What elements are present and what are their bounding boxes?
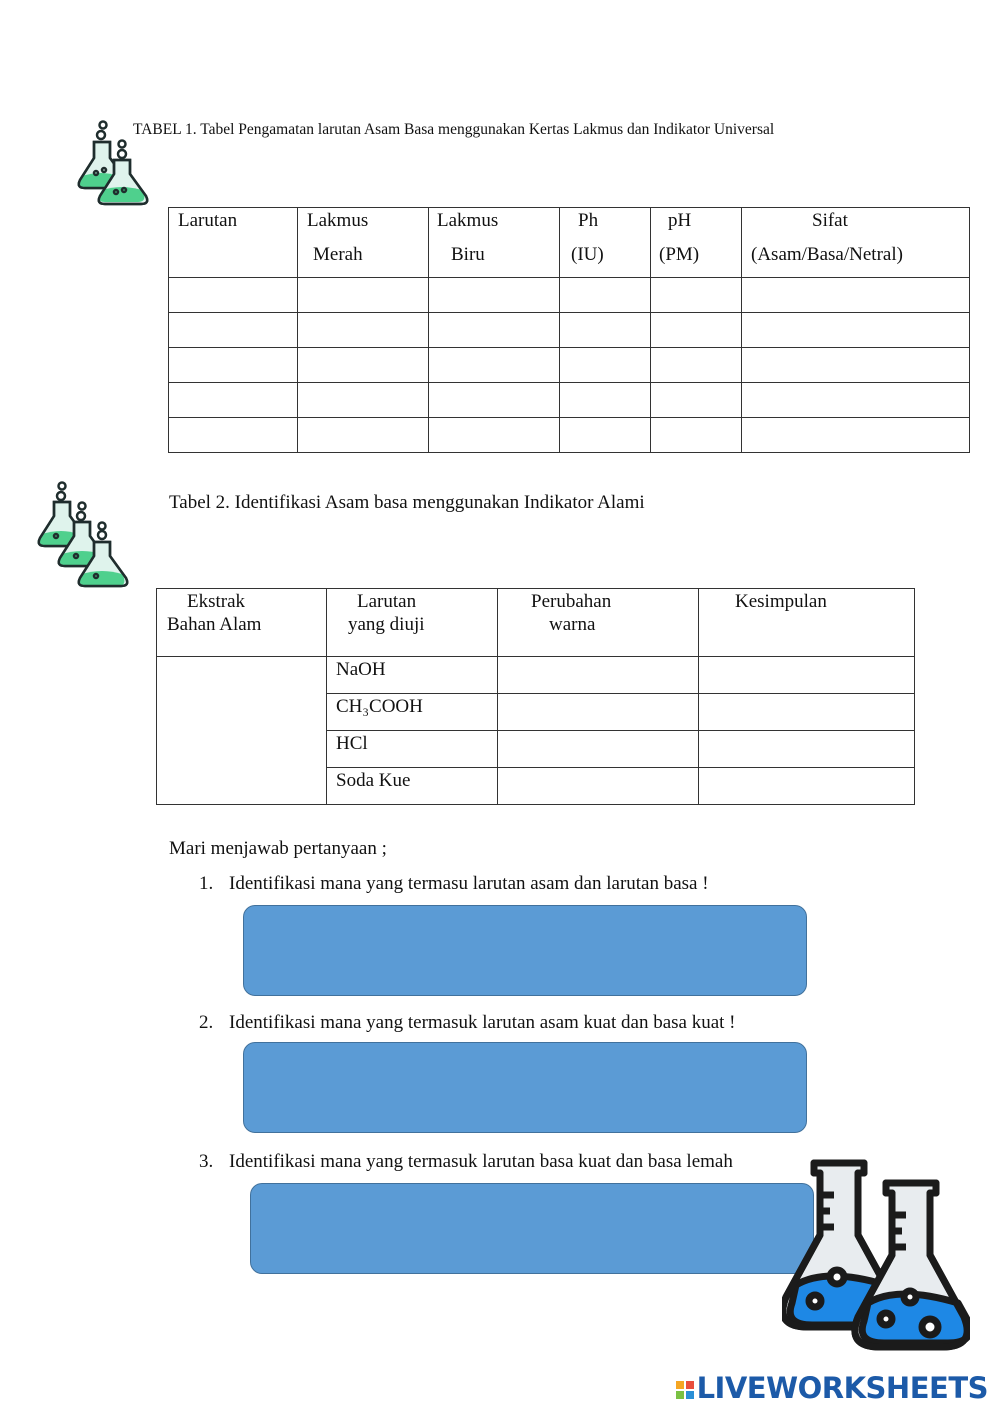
question-3 (199, 1151, 733, 1173)
input-cell[interactable] (169, 278, 298, 313)
input-cell[interactable] (429, 278, 560, 313)
question-number: 1. (199, 873, 214, 894)
table-row (157, 657, 915, 694)
questions-intro: Mari menjawab pertanyaan ; (169, 838, 387, 859)
question-text: Identifikasi mana yang termasu larutan asam dan larutan basa ! (229, 873, 709, 894)
input-cell[interactable] (651, 418, 742, 453)
input-cell[interactable] (742, 348, 970, 383)
table-row (169, 348, 970, 383)
input-cell[interactable] (429, 383, 560, 418)
brand-mark-icon (676, 1381, 694, 1399)
input-cell[interactable] (429, 348, 560, 383)
input-cell[interactable] (560, 348, 651, 383)
solution-cell: CH₃COOH (327, 694, 498, 731)
blue-flasks-icon (782, 1155, 970, 1363)
input-cell[interactable] (560, 278, 651, 313)
header-cell: Kesimpulan (699, 589, 915, 657)
input-cell[interactable] (651, 383, 742, 418)
input-cell[interactable] (498, 657, 699, 694)
input-cell[interactable] (498, 694, 699, 731)
observation-table (168, 207, 970, 453)
solution-cell: Soda Kue (327, 768, 498, 805)
table-header-row (169, 208, 970, 278)
input-cell[interactable] (429, 313, 560, 348)
extract-cell[interactable] (157, 657, 327, 805)
brand-logo (676, 1371, 988, 1405)
input-cell[interactable] (560, 313, 651, 348)
input-cell[interactable] (169, 418, 298, 453)
table-row (169, 313, 970, 348)
solution-cell: HCl (327, 731, 498, 768)
input-cell[interactable] (651, 313, 742, 348)
table-header-row (157, 589, 915, 657)
table-row (169, 383, 970, 418)
header-cell: Ph (IU) (560, 208, 651, 278)
input-cell[interactable] (498, 768, 699, 805)
header-cell: Sifat (Asam/Basa/Netral) (742, 208, 970, 278)
header-cell: Larutan (169, 208, 298, 278)
input-cell[interactable] (298, 348, 429, 383)
input-cell[interactable] (169, 348, 298, 383)
input-cell[interactable] (742, 383, 970, 418)
input-cell[interactable] (169, 313, 298, 348)
question-number: 3. (199, 1151, 214, 1172)
question-2 (199, 1012, 736, 1034)
header-cell: Larutan yang diuji (327, 589, 498, 657)
question-1 (199, 873, 709, 895)
question-text: Identifikasi mana yang termasuk larutan basa kuat dan basa lemah (229, 1151, 733, 1172)
question-text: Identifikasi mana yang termasuk larutan asam kuat dan basa kuat ! (229, 1012, 736, 1033)
input-cell[interactable] (699, 657, 915, 694)
input-cell[interactable] (498, 731, 699, 768)
input-cell[interactable] (298, 313, 429, 348)
table-row (169, 418, 970, 453)
input-cell[interactable] (298, 383, 429, 418)
question-number: 2. (199, 1012, 214, 1033)
header-cell: pH (PM) (651, 208, 742, 278)
input-cell[interactable] (742, 418, 970, 453)
brand-name: LIVEWORKSHEETS (696, 1371, 988, 1405)
header-cell: Ekstrak Bahan Alam (157, 589, 327, 657)
input-cell[interactable] (699, 731, 915, 768)
table-row (169, 278, 970, 313)
header-cell: Lakmus Biru (429, 208, 560, 278)
green-flasks-icon (34, 480, 132, 595)
solution-cell: NaOH (327, 657, 498, 694)
input-cell[interactable] (651, 348, 742, 383)
table2-title: Tabel 2. Identifikasi Asam basa menggunakan Indikator Alami (169, 492, 645, 513)
table1-title: TABEL 1. Tabel Pengamatan larutan Asam Basa menggunakan Kertas Lakmus dan Indikator Universal (133, 121, 775, 138)
input-cell[interactable] (560, 383, 651, 418)
answer-box-1[interactable] (243, 905, 807, 996)
input-cell[interactable] (651, 278, 742, 313)
input-cell[interactable] (742, 313, 970, 348)
input-cell[interactable] (560, 418, 651, 453)
natural-indicator-table (156, 588, 915, 805)
answer-box-2[interactable] (243, 1042, 807, 1133)
input-cell[interactable] (699, 768, 915, 805)
answer-box-3[interactable] (250, 1183, 814, 1274)
header-cell: Lakmus Merah (298, 208, 429, 278)
header-cell: Perubahan warna (498, 589, 699, 657)
input-cell[interactable] (298, 418, 429, 453)
input-cell[interactable] (742, 278, 970, 313)
input-cell[interactable] (429, 418, 560, 453)
input-cell[interactable] (169, 383, 298, 418)
input-cell[interactable] (298, 278, 429, 313)
input-cell[interactable] (699, 694, 915, 731)
